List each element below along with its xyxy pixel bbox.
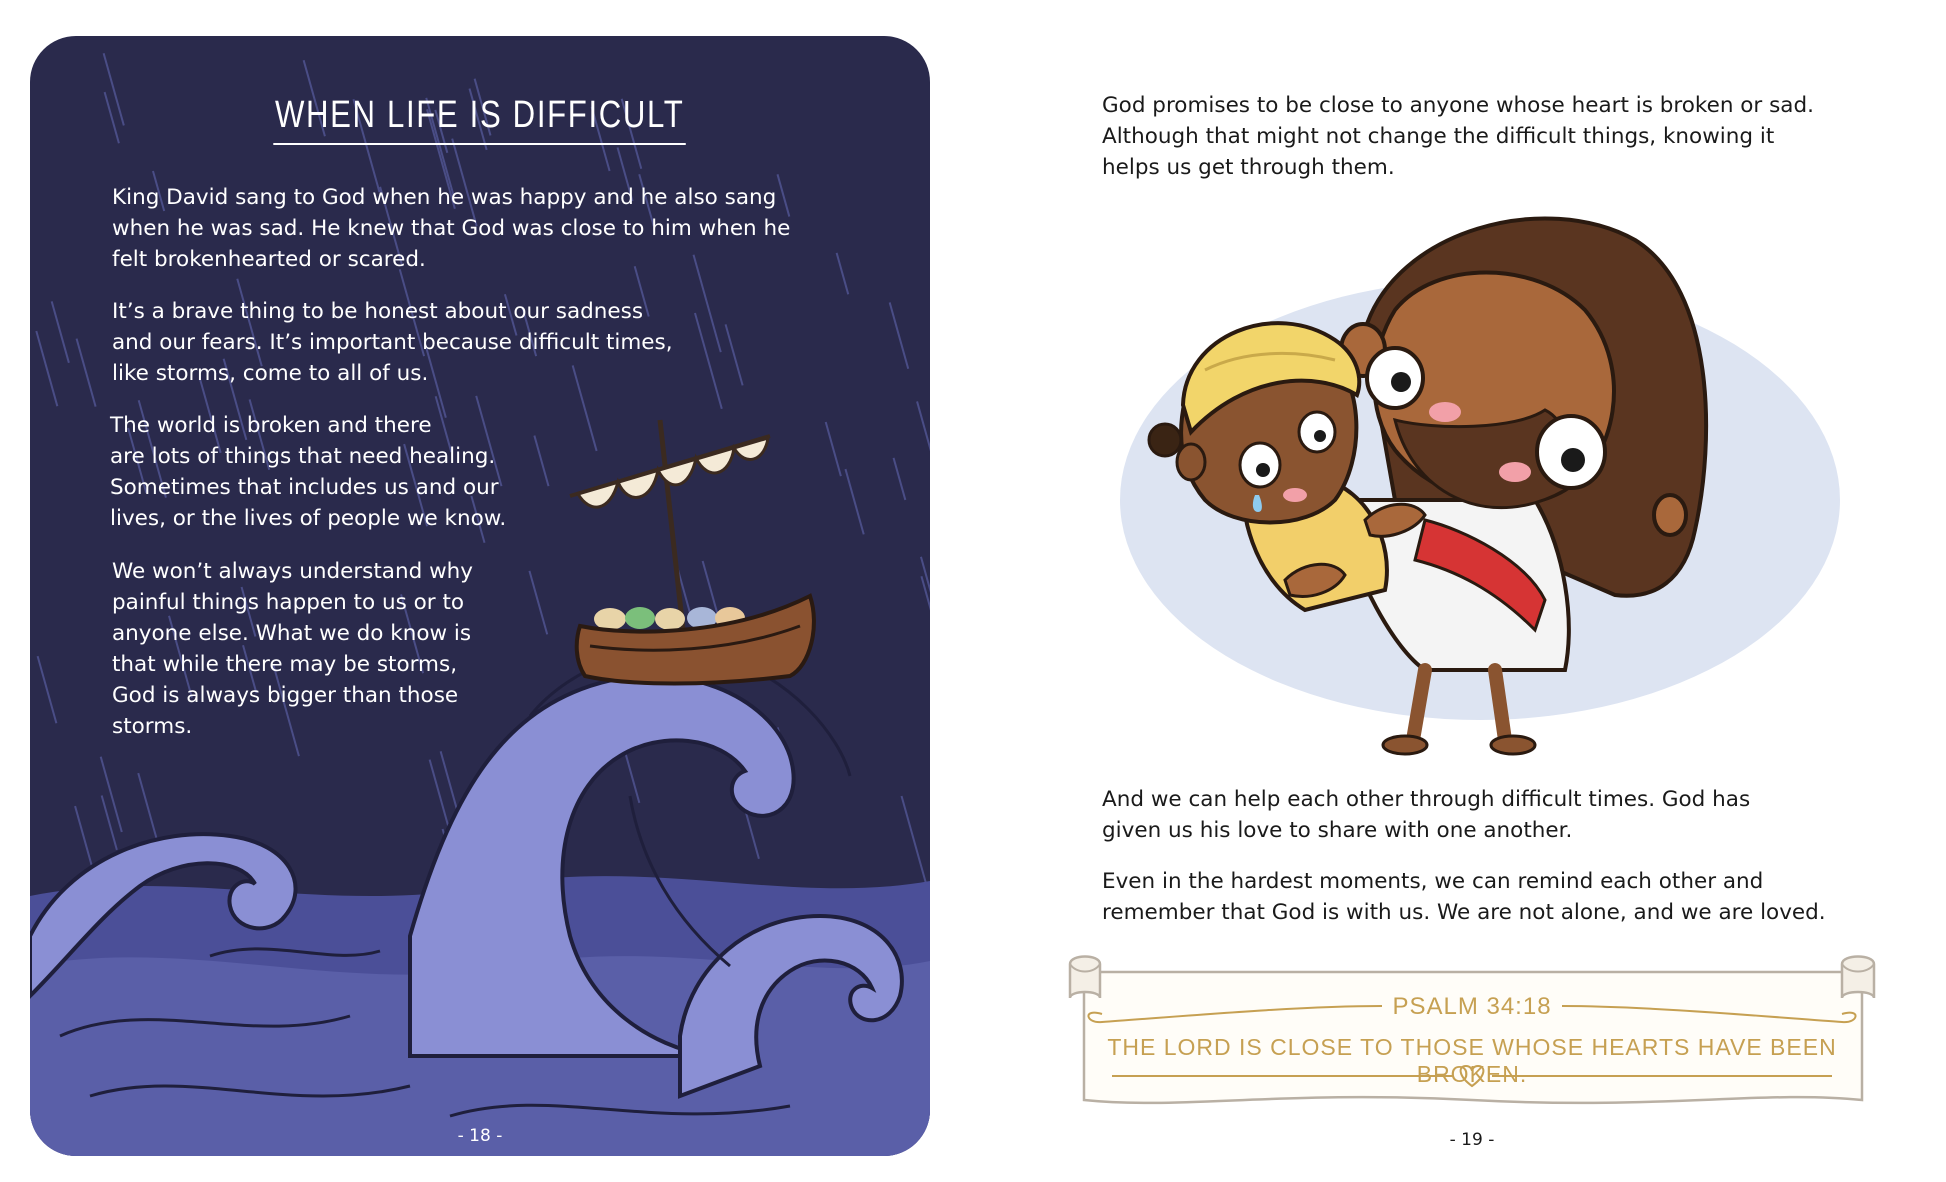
left-paragraph-2: It’s a brave thing to be honest about our sadness and our fears. It’s important because difficult times, like storms, come to all of us.: [112, 299, 673, 386]
left-page-storm-panel: [30, 36, 930, 1156]
page-number-right: - 19 -: [1449, 1130, 1495, 1150]
scripture-reference: PSALM 34:18: [1392, 993, 1552, 1020]
jesus-hugging-child-illustration: [1095, 200, 1855, 780]
page-title: WHEN LIFE IS DIFFICULT: [30, 94, 930, 145]
left-paragraph-1: King David sang to God when he was happy and he also sang when he was sad. He knew that God was close to him when he felt brokenhearted or scared.: [112, 185, 791, 272]
right-paragraph-3: Even in the hardest moments, we can remind each other and remember that God is with us. We are not alone, and we are loved.: [1102, 869, 1826, 925]
scripture-verse: THE LORD IS CLOSE TO THOSE WHOSE HEARTS HAVE BEEN BROKEN.: [1107, 1034, 1837, 1087]
left-paragraph-3: The world is broken and there are lots of things that need healing. Sometimes that includes us and our lives, or the lives of people we know.: [110, 413, 507, 531]
page-number-left: - 18 -: [457, 1126, 503, 1146]
left-paragraph-4: We won’t always understand why painful things happen to us or to anyone else. What we do know is that while there may be storms, God is always bigger than those storms.: [112, 559, 474, 739]
right-paragraph-2: And we can help each other through difficult times. God has given us his love to share with one another.: [1102, 787, 1751, 843]
right-paragraph-1: God promises to be close to anyone whose heart is broken or sad. Although that might not change the difficult things, knowing it helps us get through them.: [1102, 93, 1814, 180]
